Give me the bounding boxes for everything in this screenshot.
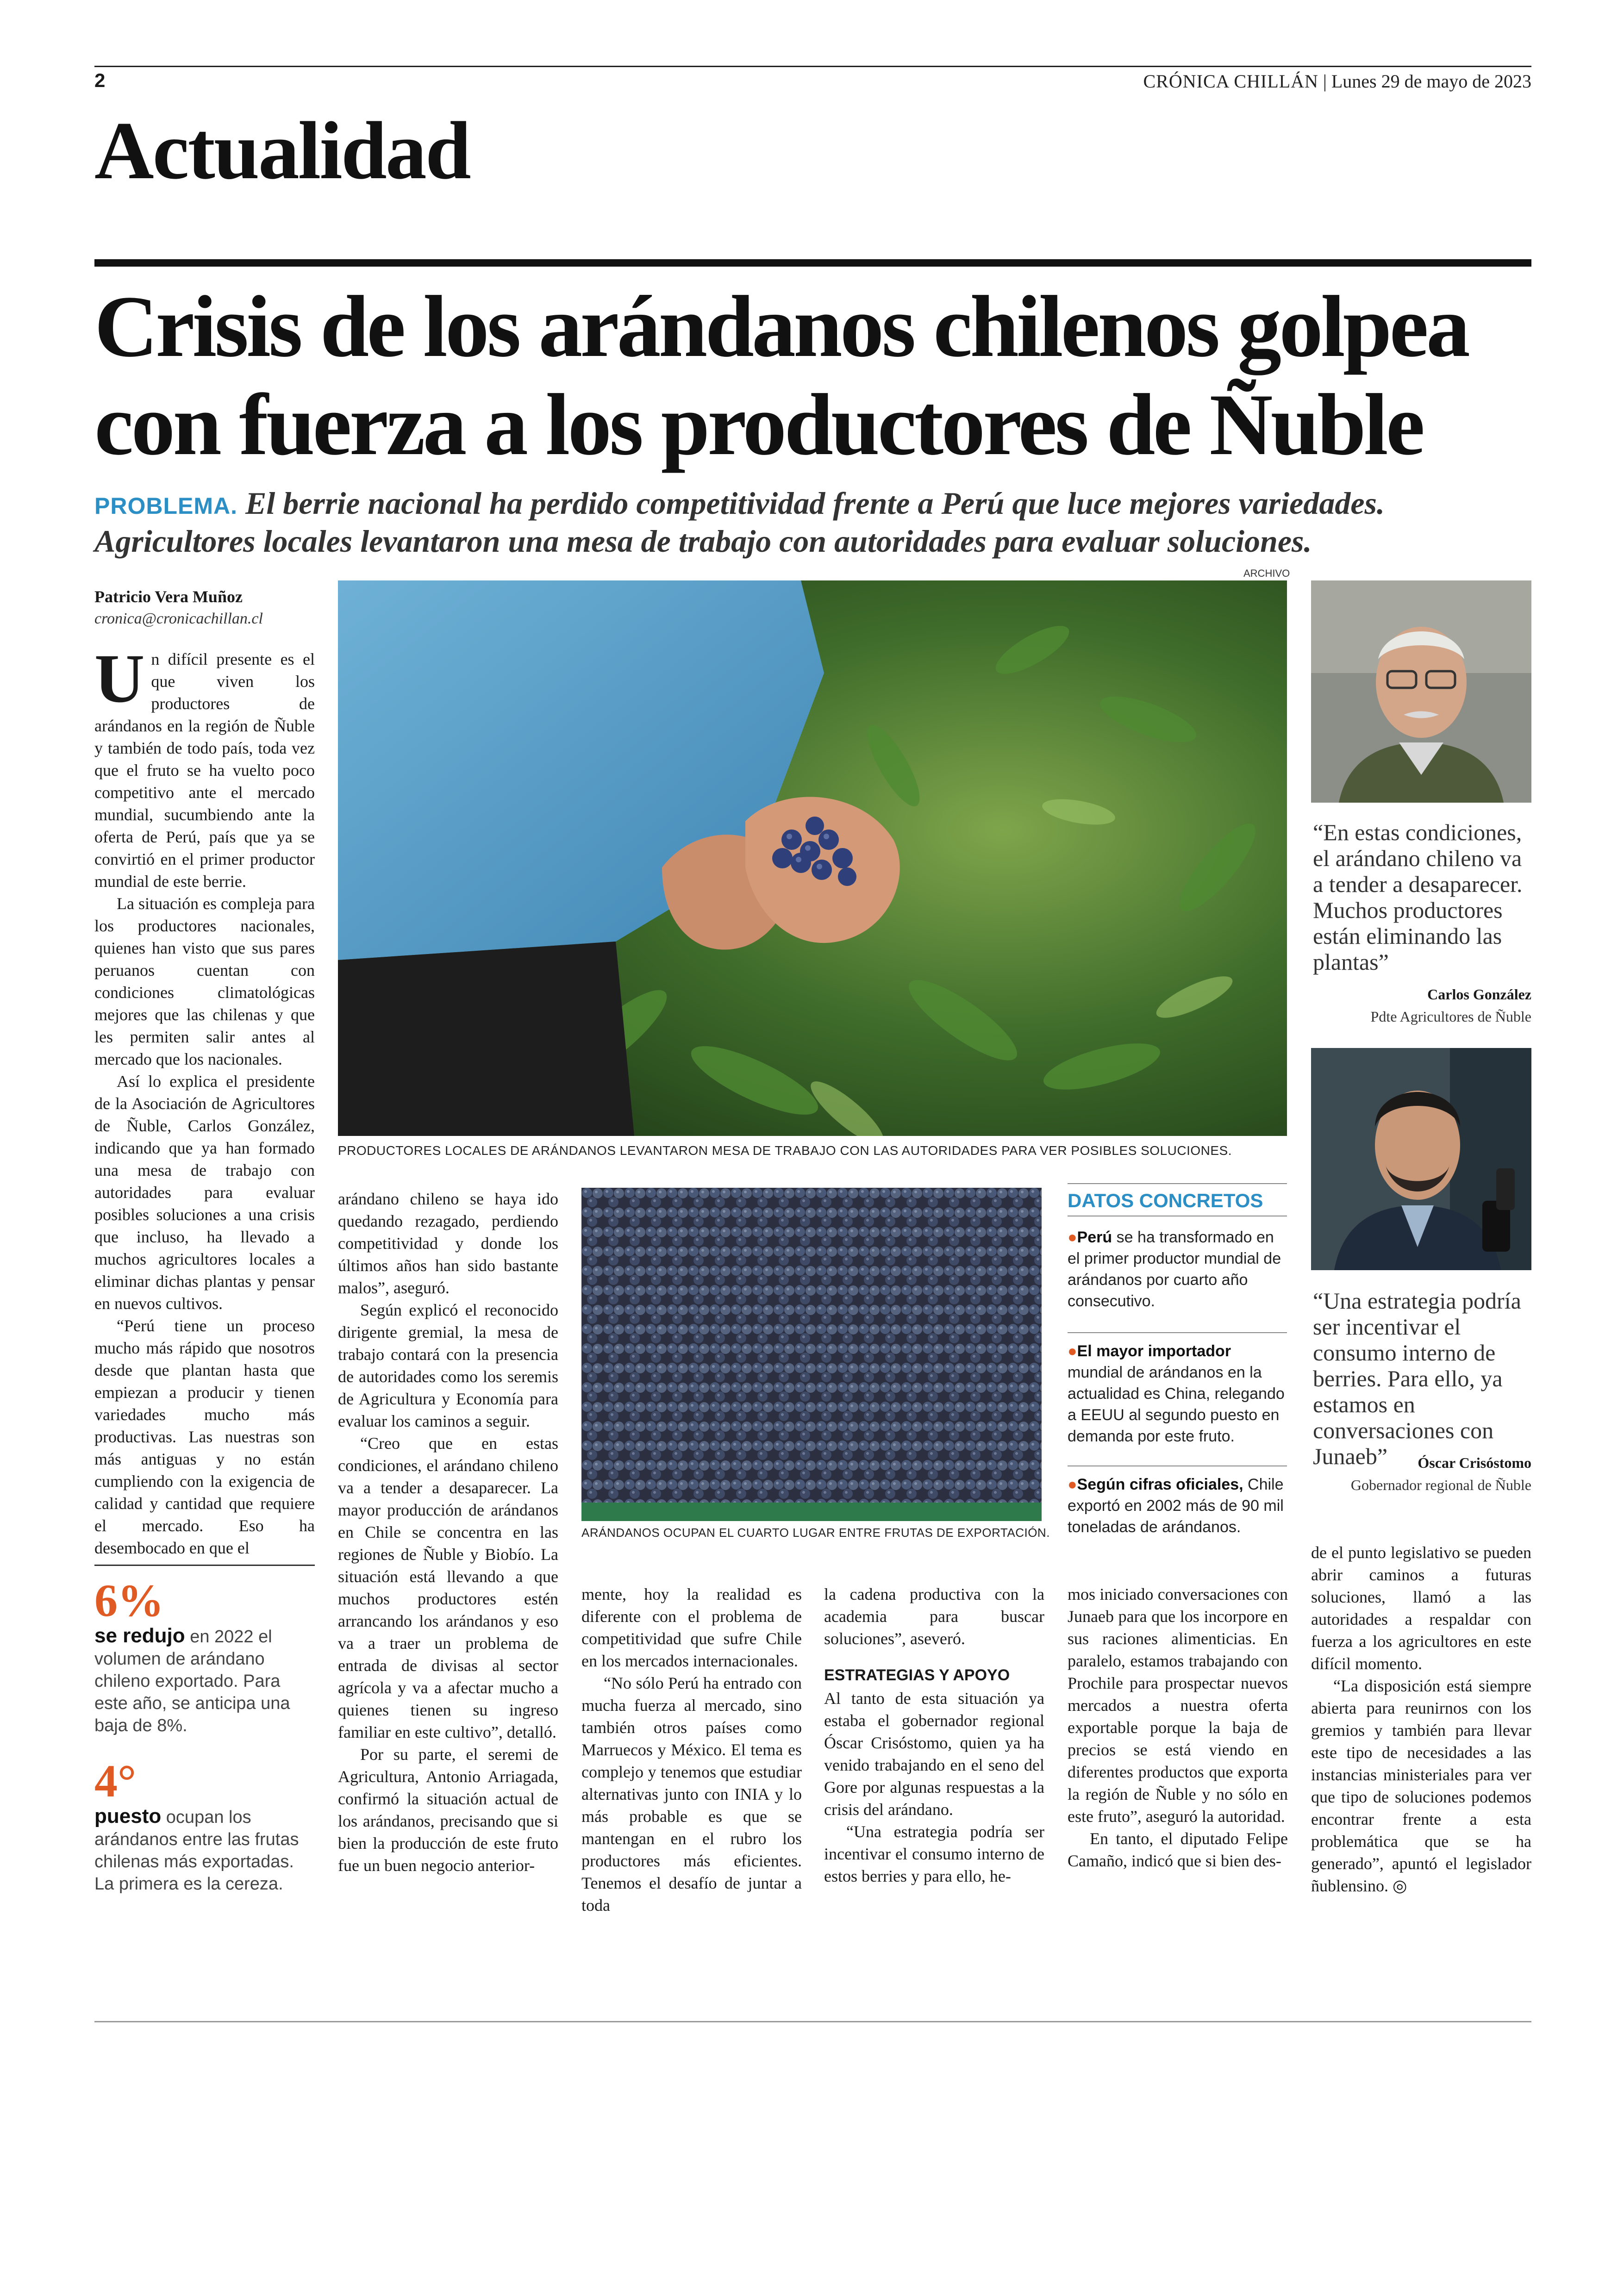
- quote-2-name: Óscar Crisóstomo: [1418, 1454, 1531, 1471]
- stats-rule: [94, 1565, 315, 1566]
- stat-text-1: se redujo en 2022 el volumen de arándano chileno exportado. Para este año, se anticipa una baja de 8%.: [94, 1624, 290, 1735]
- dropcap: U: [94, 640, 145, 717]
- pull-quote-1: “En estas condiciones, el arándano chileno va a tender a desaparecer. Muchos productores están eliminando las plantas”: [1313, 819, 1523, 975]
- paragraph: La situación es compleja para los productores nacionales, quienes han visto que sus pares peruanos cuentan con condiciones climatológicas mejores que las chilenas y que les permiten salir antes al mercado que los nacionales.: [94, 894, 315, 1068]
- paragraph: “Perú tiene un proceso mucho más rápido que nosotros desde que plantan hasta que empiezan a producir y tienen variedades mucho más productivas. Las nuestras son más antiguas y no están cumpliendo con la exigencia de calidad y cantidad que requiere el mercado. Eso ha desembocado en que el: [94, 1316, 315, 1557]
- datos-item-2: ●El mayor importador mundial de arándanos en la actualidad es China, relegando a EEUU al segundo puesto en demanda por este fruto.: [1068, 1342, 1285, 1445]
- headline-line-1: Crisis de los arándanos chilenos golpea: [94, 278, 1468, 375]
- body-column-4: [824, 1583, 1044, 1887]
- portrait-oscar-crisostomo: [1311, 1048, 1531, 1270]
- datos-top-rule: [1068, 1183, 1287, 1184]
- blueberry-pile-image: [581, 1188, 1042, 1521]
- paragraph: En tanto, el diputado Felipe Camaño, indicó que si bien des-: [1068, 1829, 1288, 1870]
- datos-title: DATOS CONCRETOS: [1068, 1190, 1263, 1211]
- quote-2-role: Gobernador regional de Ñuble: [1350, 1477, 1531, 1493]
- bullet-icon: ●: [1068, 1476, 1077, 1493]
- paragraph: Al tanto de esta situación ya estaba el gobernador regional Óscar Crisóstomo, quien ya ha venido trabajando en el seno del Gore por algunas respuestas a la crisis del arándano.: [824, 1689, 1044, 1819]
- blueberries-photo-caption: ARÁNDANOS OCUPAN EL CUARTO LUGAR ENTRE FRUTAS DE EXPORTACIÓN.: [581, 1526, 1050, 1540]
- body-column-5: [1068, 1583, 1288, 1872]
- paragraph: “La disposición está siempre abierta para reunirnos con los gremios y también para llevar este tipo de necesidades a las instancias ministeriales para ver que tipo de soluciones podemos encontrar frente a esta problemática que se ha generado”, apuntó el legislador ñublensino. ◎: [1311, 1677, 1531, 1895]
- stat-number-2: 4°: [94, 1755, 136, 1807]
- pull-quote-2: “Una estrategia podría ser incentivar el consumo interno de berries. Para ello, ya estamos en conversaciones con Junaeb”: [1313, 1288, 1521, 1469]
- main-photo-caption: PRODUCTORES LOCALES DE ARÁNDANOS LEVANTARON MESA DE TRABAJO CON LAS AUTORIDADES PARA VER POSIBLES SOLUCIONES.: [338, 1143, 1232, 1158]
- body-column-6: [1311, 1541, 1531, 1897]
- stat-lead: puesto: [94, 1805, 162, 1827]
- blueberries-photo: [581, 1188, 1042, 1521]
- author-name: Patricio Vera Muñoz: [94, 587, 243, 606]
- deck-kicker: PROBLEMA.: [94, 493, 237, 519]
- bullet-icon: ●: [1068, 1229, 1077, 1246]
- portrait-carlos-gonzalez: [1311, 580, 1531, 803]
- top-rule: [94, 66, 1531, 67]
- paragraph: de el punto legislativo se pueden abrir caminos a futuras soluciones, llamó a las autoridades a respaldar con fuerza a los agricultores en este difícil momento.: [1311, 1543, 1531, 1673]
- subheading: ESTRATEGIAS Y APOYO: [824, 1666, 1010, 1684]
- deck-text: El berrie nacional ha perdido competitividad frente a Perú que luce mejores variedades. Agricultores locales levantaron una mesa de trabajo con autoridades para evaluar soluciones.: [94, 486, 1385, 559]
- bullet-icon: ●: [1068, 1342, 1077, 1360]
- man-portrait-image: [1311, 1048, 1531, 1270]
- quote-1-name: Carlos González: [1427, 986, 1531, 1003]
- body-column-1: [94, 640, 315, 1559]
- body-column-2: [338, 1188, 558, 1877]
- section-title: Actualidad: [94, 105, 470, 196]
- headline-rule: [94, 259, 1531, 267]
- deck: [94, 484, 1548, 560]
- paragraph: Según explicó el reconocido dirigente gremial, la mesa de trabajo contará con la presencia de autoridades como los seremis de Agricultura y Economía para evaluar los caminos a seguir.: [338, 1301, 558, 1430]
- datos-item-1: ●Perú se ha transformado en el primer productor mundial de arándanos por cuarto año consecutivo.: [1068, 1229, 1281, 1310]
- masthead-info: [1143, 70, 1532, 92]
- paragraph: mente, hoy la realidad es diferente con el problema de competitividad que sufre Chile en los mercados internacionales.: [581, 1585, 802, 1670]
- paragraph: Un difícil presente es el que viven los productores de arándanos en la región de Ñuble y también de todo país, toda vez que el fruto se ha vuelto poco competitivo ante el mercado mundial, sucumbiendo ante la oferta de Perú, país que ya se convirtió en el primer productor mundial de este berrie.: [94, 640, 315, 891]
- paragraph: arándano chileno se haya ido quedando rezagado, perdiendo competitividad y donde los últimos años han sido bastante malos”, aseguró.: [338, 1190, 558, 1297]
- main-photo: [338, 580, 1287, 1136]
- headline: [94, 278, 1548, 474]
- headline-line-2: con fuerza a los productores de Ñuble: [94, 376, 1423, 474]
- paragraph: la cadena productiva con la academia para buscar soluciones”, aseveró.: [824, 1585, 1044, 1648]
- paragraph: “Una estrategia podría ser incentivar el consumo interno de estos berries y para ello, he-: [824, 1822, 1044, 1885]
- datos-separator: [1068, 1332, 1287, 1333]
- paragraph: Por su parte, el seremi de Agricultura, Antonio Arriagada, confirmó la situación actual de los arándanos, precisando que si bien la producción de este fruto fue un buen negocio anterior-: [338, 1745, 558, 1875]
- paragraph: Así lo explica el presidente de la Asociación de Agricultores de Ñuble, Carlos González, indicando que ya han formado una mesa de trabajo con autoridades para evaluar posibles soluciones a una crisis que incluso, ha llevado a muchos agricultores locales a eliminar dichas plantas y pensar en nuevos cultivos.: [94, 1072, 315, 1313]
- bottom-rule: [94, 2021, 1531, 2022]
- page-number: 2: [94, 69, 106, 91]
- publication-name: CRÓNICA CHILLÁN: [1143, 71, 1318, 92]
- author-email[interactable]: cronica@cronicachillan.cl: [94, 610, 263, 627]
- separator: |: [1323, 71, 1327, 92]
- paragraph: “No sólo Perú ha entrado con mucha fuerza al mercado, sino también otros países como Marruecos y México. El tema es complejo y tenemos que estudiar alternativas junto con INIA y lo más probable es que se mantengan en el rubro los productores más eficientes. Tenemos el desafío de juntar a toda: [581, 1674, 802, 1915]
- paragraph: mos iniciado conversaciones con Junaeb para que los incorpore en sus raciones alimenticias. En paralelo, estamos trabajando con Prochile para prospectar nuevos mercados a nuestra oferta exportable porque la baja de precios se está viendo en diferentes productos que exporta la región de Ñuble y no sólo en este fruto”, aseguró la autoridad.: [1068, 1585, 1288, 1826]
- stat-number-1: 6%: [94, 1575, 164, 1626]
- issue-date: Lunes 29 de mayo de 2023: [1331, 71, 1531, 92]
- quote-1-role: Pdte Agricultores de Ñuble: [1370, 1008, 1531, 1025]
- datos-item-3: ●Según cifras oficiales, Chile exportó en 2002 más de 90 mil toneladas de arándanos.: [1068, 1476, 1284, 1536]
- stat-lead: se redujo: [94, 1624, 185, 1647]
- man-portrait-image: [1311, 580, 1531, 803]
- body-column-3: [581, 1583, 802, 1916]
- stat-text-2: puesto ocupan los arándanos entre las frutas chilenas más exportadas. La primera es la cereza.: [94, 1805, 299, 1894]
- photo-credit: ARCHIVO: [1243, 568, 1290, 579]
- paragraph: “Creo que en estas condiciones, el arándano chileno va a tender a desaparecer. La mayor producción de arándanos en Chile se concentra en las regiones de Ñuble y Biobío. La situación está llevando a que muchos productores estén arrancando los arándanos y eso va a traer un problema de entrada de divisas al sector agrícola y va a afectar mucho a quienes tienen su ingreso familiar en este cultivo”, detalló.: [338, 1434, 558, 1741]
- farmer-hands-blueberries-image: [338, 580, 1287, 1136]
